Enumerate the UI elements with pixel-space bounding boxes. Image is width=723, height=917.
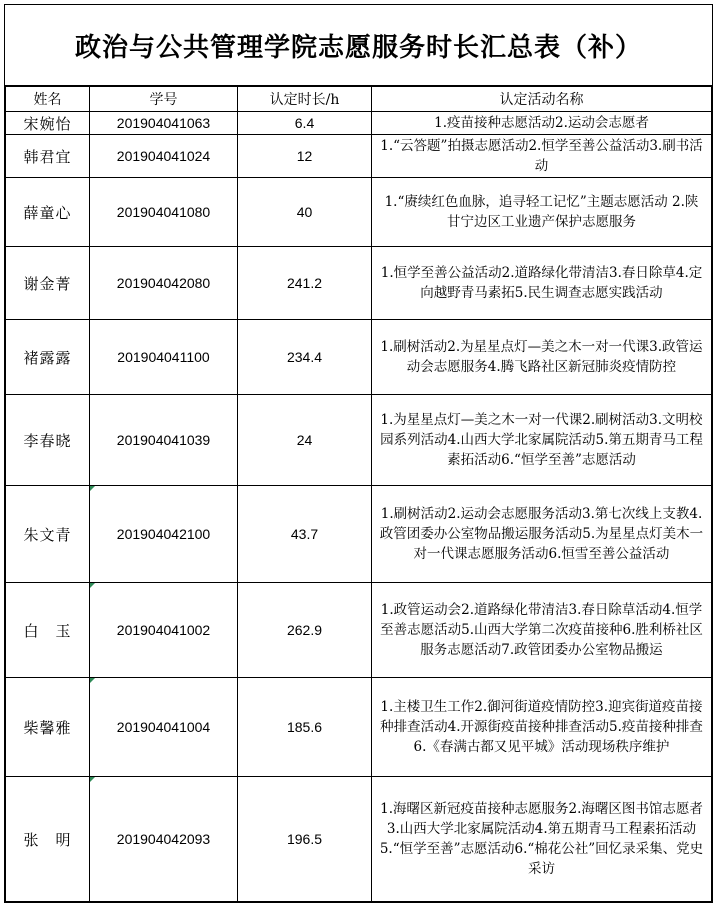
student-id: 201904041024 <box>90 135 238 178</box>
student-id: 201904041080 <box>90 178 238 247</box>
volunteer-hours-table <box>5 86 712 902</box>
student-id: 201904041002 <box>90 583 238 678</box>
student-name: 谢金菁 <box>6 247 90 320</box>
table-row <box>6 777 712 902</box>
student-name: 褚露露 <box>6 320 90 395</box>
table-row <box>6 178 712 247</box>
table-row <box>6 112 712 135</box>
certified-hours: 196.5 <box>238 777 372 902</box>
certified-hours: 12 <box>238 135 372 178</box>
activity-list: 1.“云答题”拍摄志愿活动2.恒学至善公益活动3.刷书活动 <box>372 135 712 178</box>
activity-list: 1.疫苗接种志愿活动2.运动会志愿者 <box>372 112 712 135</box>
student-name: 白 玉 <box>6 583 90 678</box>
table-row <box>6 486 712 583</box>
activity-list: 1.海曙区新冠疫苗接种志愿服务2.海曙区图书馆志愿者3.山西大学北家属院活动4.第五期青马工程素拓活动5.“恒学至善”志愿活动6.“棉花公社”回忆录采集、党史采访 <box>372 777 712 902</box>
activity-list: 1.刷树活动2.运动会志愿服务活动3.第七次线上支教4.政管团委办公室物品搬运服务活动5.为星星点灯美木一对一代课志愿服务活动6.恒雪至善公益活动 <box>372 486 712 583</box>
certified-hours: 6.4 <box>238 112 372 135</box>
header-hours: 认定时长/h <box>238 87 372 112</box>
activity-list: 1.刷树活动2.为星星点灯—美之木一对一代课3.政管运动会志愿服务4.腾飞路社区新冠肺炎疫情防控 <box>372 320 712 395</box>
table-row <box>6 320 712 395</box>
student-id: 201904041004 <box>90 678 238 777</box>
header-row <box>6 87 712 112</box>
table-row <box>6 247 712 320</box>
summary-sheet <box>4 4 713 903</box>
header-name: 姓名 <box>6 87 90 112</box>
table-row <box>6 583 712 678</box>
student-name: 薛童心 <box>6 178 90 247</box>
student-id: 201904042093 <box>90 777 238 902</box>
student-id: 201904042100 <box>90 486 238 583</box>
certified-hours: 40 <box>238 178 372 247</box>
student-name: 李春晓 <box>6 395 90 486</box>
certified-hours: 24 <box>238 395 372 486</box>
activity-list: 1.主楼卫生工作2.御河街道疫情防控3.迎宾街道疫苗接种排查活动4.开源街疫苗接种排查活动5.疫苗接种排查6.《春满古都又见平城》活动现场秩序维护 <box>372 678 712 777</box>
student-id: 201904042080 <box>90 247 238 320</box>
student-name: 朱文青 <box>6 486 90 583</box>
activity-list: 1.为星星点灯—美之木一对一代课2.刷树活动3.文明校园系列活动4.山西大学北家属院活动5.第五期青马工程素拓活动6.“恒学至善”志愿活动 <box>372 395 712 486</box>
certified-hours: 241.2 <box>238 247 372 320</box>
student-name: 宋婉怡 <box>6 112 90 135</box>
student-id: 201904041063 <box>90 112 238 135</box>
certified-hours: 234.4 <box>238 320 372 395</box>
table-row <box>6 395 712 486</box>
header-activities: 认定活动名称 <box>372 87 712 112</box>
activity-list: 1.“赓续红色血脉，追寻轻工记忆”主题志愿活动 2.陕甘宁边区工业遗产保护志愿服务 <box>372 178 712 247</box>
table-row <box>6 678 712 777</box>
certified-hours: 185.6 <box>238 678 372 777</box>
certified-hours: 43.7 <box>238 486 372 583</box>
activity-list: 1.政管运动会2.道路绿化带清洁3.春日除草活动4.恒学至善志愿活动5.山西大学第二次疫苗接种6.胜利桥社区服务志愿活动7.政管团委办公室物品搬运 <box>372 583 712 678</box>
student-name: 张 明 <box>6 777 90 902</box>
table-row <box>6 135 712 178</box>
sheet-title: 政治与公共管理学院志愿服务时长汇总表（补） <box>5 5 712 86</box>
student-id: 201904041039 <box>90 395 238 486</box>
header-student-id: 学号 <box>90 87 238 112</box>
student-id: 201904041100 <box>90 320 238 395</box>
student-name: 柴馨雅 <box>6 678 90 777</box>
activity-list: 1.恒学至善公益活动2.道路绿化带清洁3.春日除草4.定向越野青马素拓5.民生调查志愿实践活动 <box>372 247 712 320</box>
certified-hours: 262.9 <box>238 583 372 678</box>
student-name: 韩君宜 <box>6 135 90 178</box>
